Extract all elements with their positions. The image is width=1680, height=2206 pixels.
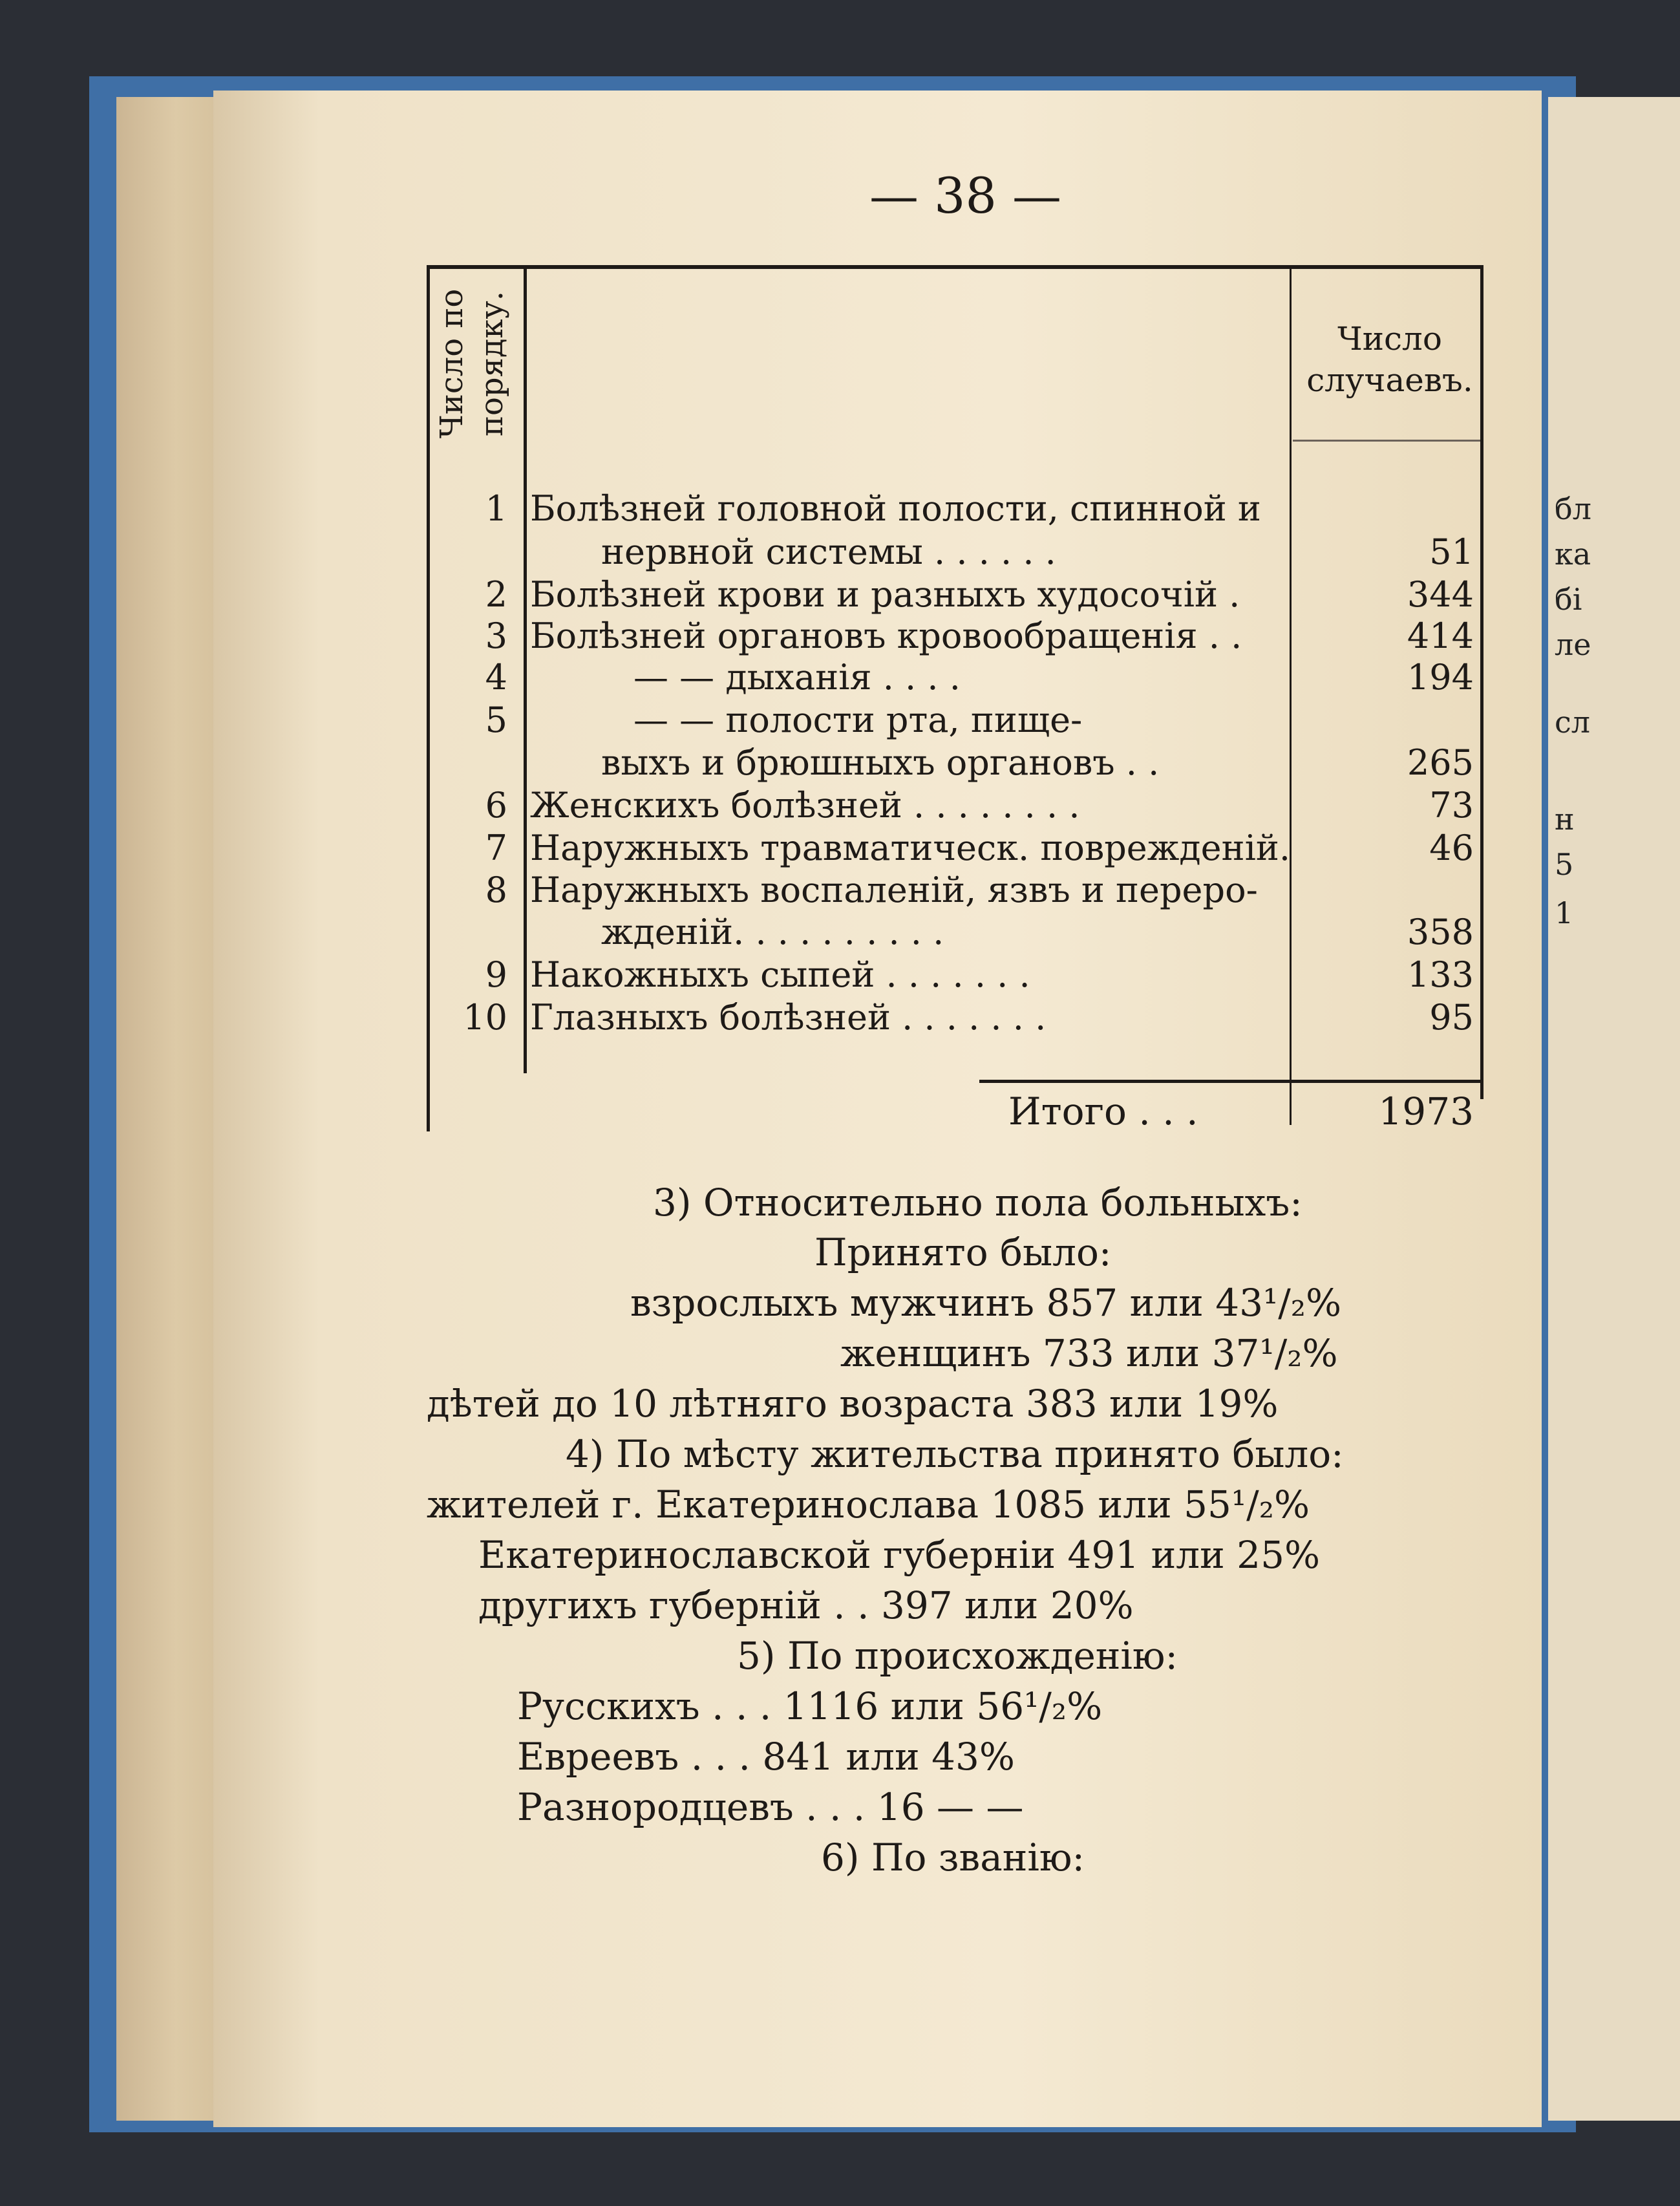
facing-page-text: 5 <box>1555 847 1574 882</box>
stat-line: Екатеринославской губерніи 491 или 25% <box>478 1533 1321 1577</box>
total-value: 1973 <box>1378 1089 1474 1133</box>
section-heading: 4) По мѣсту жительства принято было: <box>566 1432 1344 1476</box>
section-heading: 5) По происхожденію: <box>737 1634 1178 1678</box>
facing-page-text: ка <box>1555 537 1591 572</box>
table-column-divider <box>524 265 527 1073</box>
section-subheading: Принято было: <box>814 1230 1112 1274</box>
stat-line: дѣтей до 10 лѣтняго возраста 383 или 19% <box>427 1382 1279 1426</box>
total-label: Итого . . . <box>1008 1089 1198 1133</box>
table-top-rule <box>427 265 1483 269</box>
stat-line: другихъ губерній . . 397 или 20% <box>478 1583 1134 1627</box>
stat-line: жителей г. Екатеринослава 1085 или 55¹/₂% <box>427 1483 1310 1526</box>
header-row-number: Число по порядку. <box>434 288 510 439</box>
page-number: — 38 — <box>869 167 1062 224</box>
facing-page-text: бл <box>1555 491 1591 526</box>
total-rule <box>979 1080 1483 1083</box>
header-separator <box>1293 440 1480 442</box>
stat-line: Евреевъ . . . 841 или 43% <box>517 1735 1015 1779</box>
stat-line: Русскихъ . . . 1116 или 56¹/₂% <box>517 1684 1103 1728</box>
stat-line: женщинъ 733 или 37¹/₂% <box>840 1331 1338 1375</box>
facing-page-text: ле <box>1555 627 1591 662</box>
facing-page <box>1548 97 1680 2121</box>
facing-page-text: н <box>1555 802 1575 837</box>
facing-page-text: бі <box>1555 582 1582 617</box>
header-case-count: Число случаевъ. <box>1306 320 1473 399</box>
stat-line: взрослыхъ мужчинъ 857 или 43¹/₂% <box>630 1281 1342 1325</box>
facing-page-text: сл <box>1555 705 1590 740</box>
table-left-border <box>427 265 430 1131</box>
facing-page-text: 1 <box>1555 895 1574 930</box>
section-heading: 3) Относительно пола больныхъ: <box>653 1181 1303 1225</box>
disease-table: Число по порядку. Число случаевъ. 1 Болѣзней головной полости, спинной и нервной системы . . . . . . 51 2 Болѣзней крови и разныхъ худосочій . 344 3 Болѣзней органовъ кровообращенія . . 414 4 — — дыханія . . . . 194 5 — — полости рта, пище- выхъ и брюшныхъ органовъ . . 265 6 Женскихъ болѣзней . . . . . . . . 73 7 Наружныхъ травматическ. поврежденій. 46 8 Наружныхъ воспаленій, язвъ и переро- жденій. . . . . . . . . . 358 9 Накожныхъ сыпей . . . . . . . 133 10 Глазныхъ болѣзней . . . . . . . 95 Итого . . . 1973 <box>427 265 1483 1131</box>
table-column-divider <box>1290 265 1292 1125</box>
section-heading: 6) По званію: <box>821 1836 1085 1879</box>
stat-line: Разнородцевъ . . . 16 — — <box>517 1785 1024 1829</box>
